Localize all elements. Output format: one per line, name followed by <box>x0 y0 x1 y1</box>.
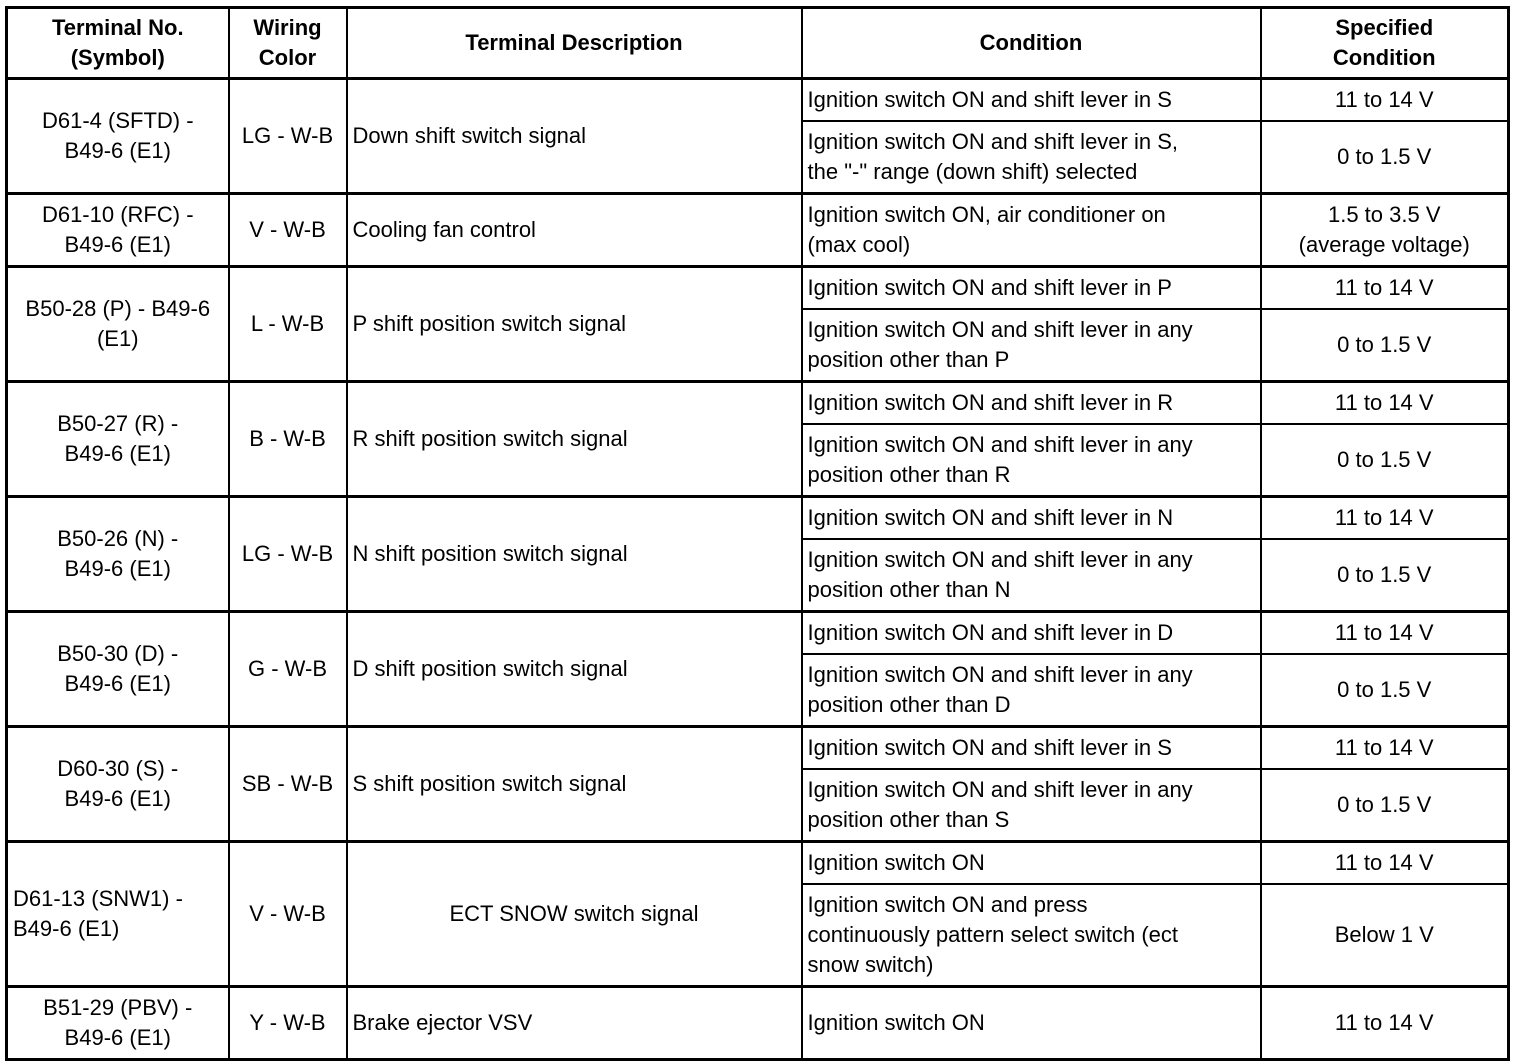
spec-cell: 0 to 1.5 V <box>1261 654 1509 727</box>
wiring-color-cell: B - W-B <box>229 382 347 497</box>
wiring-color-cell: G - W-B <box>229 612 347 727</box>
description-cell: ECT SNOW switch signal <box>347 842 802 987</box>
table-row <box>7 987 1509 1060</box>
table-row <box>7 194 1509 267</box>
spec-cell: 1.5 to 3.5 V (average voltage) <box>1261 194 1509 267</box>
spec-cell: 11 to 14 V <box>1261 612 1509 655</box>
table-row <box>7 497 1509 540</box>
terminal-table-sheet <box>5 6 1510 1061</box>
condition-cell: Ignition switch ON and shift lever in S <box>802 727 1261 770</box>
table-row <box>7 842 1509 885</box>
table-row <box>7 382 1509 425</box>
description-cell: Brake ejector VSV <box>347 987 802 1060</box>
spec-cell: 11 to 14 V <box>1261 727 1509 770</box>
condition-cell: Ignition switch ON and shift lever in S, the "-" range (down shift) selected <box>802 121 1261 194</box>
terminal-cell: B51-29 (PBV) - B49-6 (E1) <box>7 987 229 1060</box>
condition-cell: Ignition switch ON and shift lever in any position other than S <box>802 769 1261 842</box>
description-cell: P shift position switch signal <box>347 267 802 382</box>
spec-cell: Below 1 V <box>1261 884 1509 987</box>
header-terminal: Terminal No. (Symbol) <box>7 8 229 79</box>
wiring-color-cell: L - W-B <box>229 267 347 382</box>
condition-cell: Ignition switch ON and shift lever in any position other than N <box>802 539 1261 612</box>
terminal-cell: D61-13 (SNW1) - B49-6 (E1) <box>7 842 229 987</box>
wiring-color-cell: V - W-B <box>229 842 347 987</box>
spec-cell: 11 to 14 V <box>1261 267 1509 310</box>
spec-cell: 11 to 14 V <box>1261 497 1509 540</box>
terminal-cell: D60-30 (S) - B49-6 (E1) <box>7 727 229 842</box>
condition-cell: Ignition switch ON <box>802 842 1261 885</box>
description-cell: D shift position switch signal <box>347 612 802 727</box>
condition-cell: Ignition switch ON and shift lever in any position other than D <box>802 654 1261 727</box>
spec-cell: 0 to 1.5 V <box>1261 424 1509 497</box>
condition-cell: Ignition switch ON and press continuously pattern select switch (ect snow switch) <box>802 884 1261 987</box>
table-row <box>7 79 1509 122</box>
condition-cell: Ignition switch ON, air conditioner on (max cool) <box>802 194 1261 267</box>
terminal-cell: B50-26 (N) - B49-6 (E1) <box>7 497 229 612</box>
header-row <box>7 8 1509 79</box>
spec-cell: 11 to 14 V <box>1261 79 1509 122</box>
header-terminal-description: Terminal Description <box>347 8 802 79</box>
description-cell: R shift position switch signal <box>347 382 802 497</box>
condition-cell: Ignition switch ON and shift lever in any position other than P <box>802 309 1261 382</box>
spec-cell: 0 to 1.5 V <box>1261 309 1509 382</box>
terminal-cell: B50-28 (P) - B49-6 (E1) <box>7 267 229 382</box>
table-row <box>7 612 1509 655</box>
header-specified-condition: Specified Condition <box>1261 8 1509 79</box>
description-cell: S shift position switch signal <box>347 727 802 842</box>
terminal-cell: B50-30 (D) - B49-6 (E1) <box>7 612 229 727</box>
terminal-table <box>5 6 1510 1061</box>
condition-cell: Ignition switch ON <box>802 987 1261 1060</box>
wiring-color-cell: LG - W-B <box>229 497 347 612</box>
wiring-color-cell: SB - W-B <box>229 727 347 842</box>
terminal-cell: D61-10 (RFC) - B49-6 (E1) <box>7 194 229 267</box>
wiring-color-cell: LG - W-B <box>229 79 347 194</box>
condition-cell: Ignition switch ON and shift lever in P <box>802 267 1261 310</box>
description-cell: N shift position switch signal <box>347 497 802 612</box>
table-row <box>7 267 1509 310</box>
wiring-color-cell: V - W-B <box>229 194 347 267</box>
spec-cell: 11 to 14 V <box>1261 842 1509 885</box>
description-cell: Cooling fan control <box>347 194 802 267</box>
table-row <box>7 727 1509 770</box>
spec-cell: 0 to 1.5 V <box>1261 769 1509 842</box>
spec-cell: 11 to 14 V <box>1261 382 1509 425</box>
spec-cell: 0 to 1.5 V <box>1261 539 1509 612</box>
terminal-cell: B50-27 (R) - B49-6 (E1) <box>7 382 229 497</box>
condition-cell: Ignition switch ON and shift lever in any position other than R <box>802 424 1261 497</box>
wiring-color-cell: Y - W-B <box>229 987 347 1060</box>
terminal-cell: D61-4 (SFTD) - B49-6 (E1) <box>7 79 229 194</box>
condition-cell: Ignition switch ON and shift lever in S <box>802 79 1261 122</box>
condition-cell: Ignition switch ON and shift lever in N <box>802 497 1261 540</box>
spec-cell: 0 to 1.5 V <box>1261 121 1509 194</box>
header-wiring-color: Wiring Color <box>229 8 347 79</box>
condition-cell: Ignition switch ON and shift lever in R <box>802 382 1261 425</box>
description-cell: Down shift switch signal <box>347 79 802 194</box>
condition-cell: Ignition switch ON and shift lever in D <box>802 612 1261 655</box>
spec-cell: 11 to 14 V <box>1261 987 1509 1060</box>
header-condition: Condition <box>802 8 1261 79</box>
